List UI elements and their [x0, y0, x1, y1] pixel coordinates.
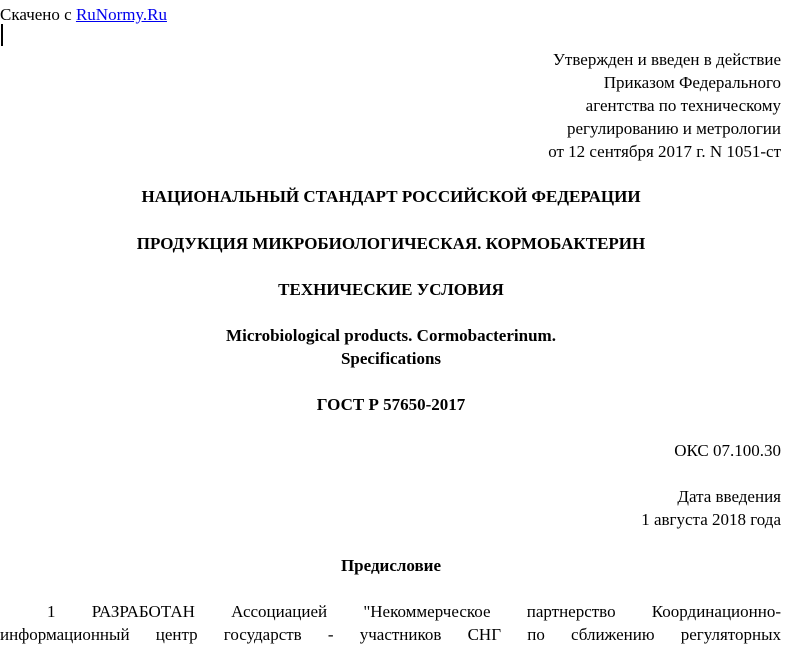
- intro-date-value: 1 августа 2018 года: [641, 510, 781, 529]
- foreword-heading: Предисловие: [340, 556, 442, 575]
- title-national-standard: НАЦИОНАЛЬНЫЙ СТАНДАРТ РОССИЙСКОЙ ФЕДЕРАЦИИ: [141, 187, 641, 206]
- source-line: [0, 3, 167, 26]
- text-cursor: [1, 24, 3, 46]
- source-prefix: Скачено с: [0, 5, 76, 24]
- intro-date-label: Дата введения: [677, 487, 781, 506]
- approval-line-4: регулированию и метрологии: [566, 119, 781, 138]
- title-english-line-2: Specifications: [340, 349, 442, 368]
- approval-line-2: Приказом Федерального: [603, 73, 781, 92]
- oks-code: ОКС 07.100.30: [674, 441, 781, 460]
- title-product: ПРОДУКЦИЯ МИКРОБИОЛОГИЧЕСКАЯ. КОРМОБАКТЕРИН: [136, 234, 646, 253]
- title-technical-conditions: ТЕХНИЧЕСКИЕ УСЛОВИЯ: [278, 280, 504, 299]
- gost-number: ГОСТ Р 57650-2017: [316, 395, 466, 414]
- approval-line-1: Утвержден и введен в действие: [552, 50, 781, 69]
- runormy-link[interactable]: RuNormy.Ru: [75, 5, 167, 24]
- paragraph-line-2: информационный центр государств - участников СНГ по сближению регуляторных: [0, 625, 781, 644]
- approval-line-5: от 12 сентября 2017 г. N 1051-ст: [548, 142, 781, 161]
- title-english-line-1: Microbiological products. Cormobacterinum.: [226, 326, 556, 345]
- paragraph-line-1: 1 РАЗРАБОТАН Ассоциацией "Некоммерческое партнерство Координационно-: [47, 602, 781, 621]
- approval-line-3: агентства по техническому: [585, 96, 781, 115]
